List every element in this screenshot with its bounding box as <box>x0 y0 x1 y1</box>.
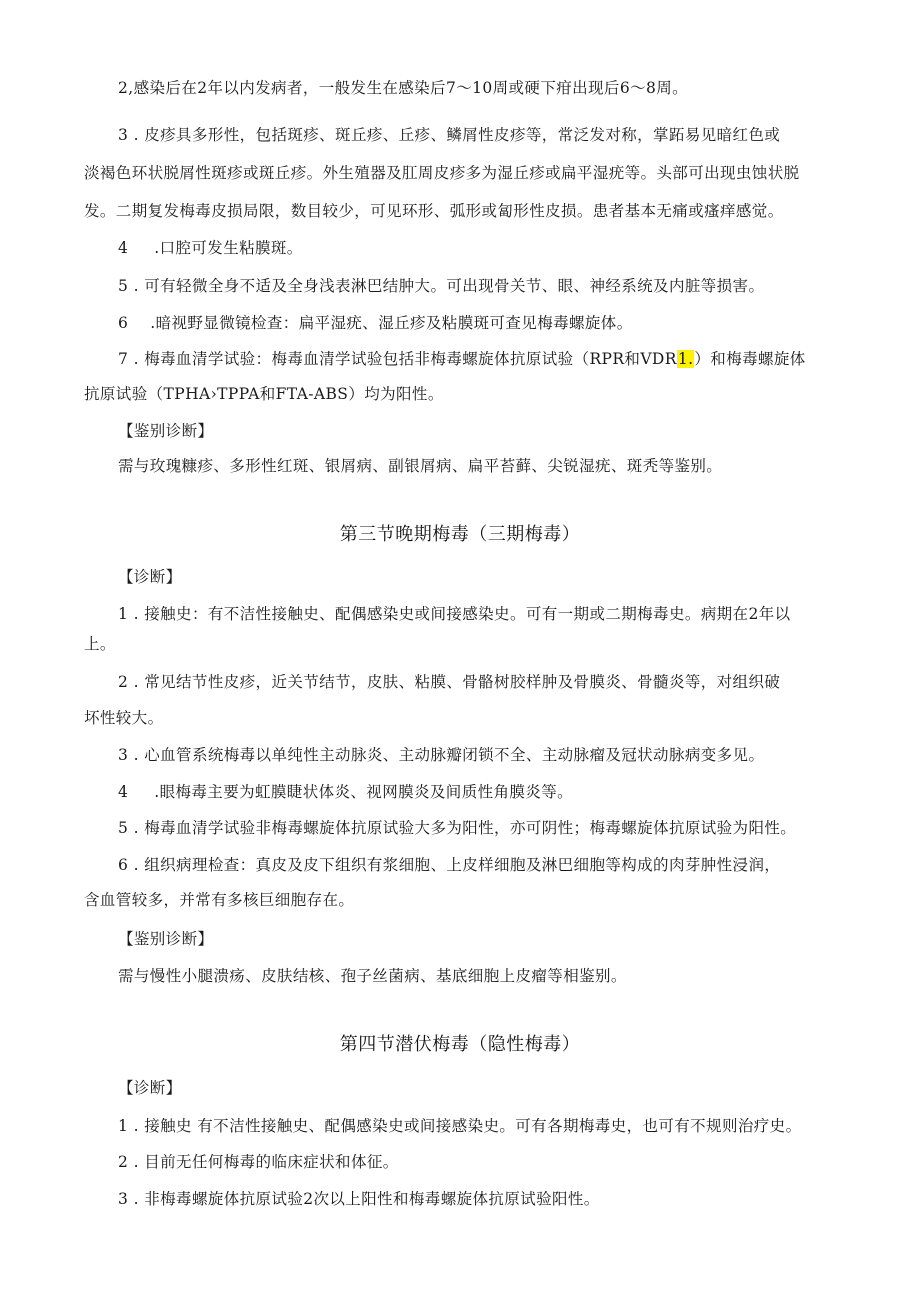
late-item-6-line1: 6 . 组织病理检查：真皮及皮下组织有浆细胞、上皮样细胞及淋巴细胞等构成的肉芽肿性浸润， <box>118 856 781 874</box>
sec-item-4 <box>118 238 303 258</box>
latent-item-1: 1 . 接触史 有不洁性接触史、配偶感染史或间接感染史。可有各期梅毒史，也可有不规则治疗史。 <box>118 1117 802 1135</box>
sec-item-7-post: ）和梅毒螺旋体 <box>694 350 806 368</box>
sec-item-3-line2: 淡褐色环状脱屑性斑疹或斑丘疹。外生殖器及肛周皮疹多为湿丘疹或扁平湿疣等。头部可出现虫蚀状脱 <box>84 164 800 182</box>
late-diag-label: 【诊断】 <box>118 568 182 586</box>
sec-item-4-number: 4 <box>118 239 129 257</box>
sec-item-2: 2,感染后在2年以内发病者，一般发生在感染后7～10周或硬下疳出现后6～8周。 <box>118 79 689 97</box>
highlighted-text: 1. <box>677 350 694 368</box>
sec-item-6 <box>118 313 633 333</box>
sec-item-4-text: .口腔可发生粘膜斑。 <box>154 239 303 257</box>
late-item-1-line2: 上。 <box>84 635 116 653</box>
sec-item-5: 5 . 可有轻微全身不适及全身浅表淋巴结肿大。可出现骨关节、眼、神经系统及内脏等损害。 <box>118 277 765 295</box>
sec-item-3-line3: 发。二期复发梅毒皮损局限，数目较少，可见环形、弧形或匐形性皮损。患者基本无痛或瘙痒感觉。 <box>84 202 784 220</box>
latent-item-2: 2 . 目前无任何梅毒的临床症状和体征。 <box>118 1153 399 1171</box>
late-diff-label: 【鉴别诊断】 <box>118 930 214 948</box>
sec-item-7-pre: 7 . 梅毒血清学试验：梅毒血清学试验包括非梅毒螺旋体抗原试验（RPR和VDR <box>118 350 677 368</box>
late-section-title: 第三节晚期梅毒（三期梅毒） <box>339 524 581 545</box>
sec-item-7-line2: 抗原试验（TPHA›TPPA和FTA-ABS）均为阳性。 <box>84 385 444 403</box>
late-item-4-number: 4 <box>118 783 129 801</box>
late-diff-text: 需与慢性小腿溃疡、皮肤结核、孢子丝菌病、基底细胞上皮瘤等相鉴别。 <box>118 967 627 985</box>
sec-item-6-number: 6 <box>118 314 129 332</box>
sec-item-6-text: .暗视野显微镜检查：扁平湿疣、湿丘疹及粘膜斑可查见梅毒螺旋体。 <box>150 314 633 332</box>
latent-section-title: 第四节潜伏梅毒（隐性梅毒） <box>339 1034 581 1055</box>
latent-diag-label: 【诊断】 <box>118 1079 182 1097</box>
sec-item-7-line1 <box>118 349 806 369</box>
late-item-2-line1: 2 . 常见结节性皮疹，近关节结节，皮肤、粘膜、骨骼树胶样肿及骨膜炎、骨髓炎等，对组织破 <box>118 673 781 691</box>
late-item-1-line1: 1 . 接触史：有不洁性接触史、配偶感染史或间接感染史。可有一期或二期梅毒史。病期在2年以 <box>118 605 791 623</box>
sec-diff-text: 需与玫瑰糠疹、多形性红斑、银屑病、副银屑病、扁平苔藓、尖锐湿疣、斑秃等鉴别。 <box>118 457 723 475</box>
late-item-6-line2: 含血管较多，并常有多核巨细胞存在。 <box>84 891 355 909</box>
sec-diff-label: 【鉴别诊断】 <box>118 422 214 440</box>
late-item-4 <box>118 782 573 802</box>
sec-item-3-line1: 3 . 皮疹具多形性，包括斑疹、斑丘疹、丘疹、鳞屑性皮疹等，常泛发对称，掌跖易见暗红色或 <box>118 126 781 144</box>
late-item-3: 3 . 心血管系统梅毒以单纯性主动脉炎、主动脉瓣闭锁不全、主动脉瘤及冠状动脉病变多见。 <box>118 746 765 764</box>
late-item-2-line2: 坏性较大。 <box>84 709 164 727</box>
latent-item-3: 3 . 非梅毒螺旋体抗原试验2次以上阳性和梅毒螺旋体抗原试验阳性。 <box>118 1190 600 1208</box>
late-item-4-text: .眼梅毒主要为虹膜睫状体炎、视网膜炎及间质性角膜炎等。 <box>154 783 573 801</box>
late-item-5: 5 . 梅毒血清学试验非梅毒螺旋体抗原试验大多为阳性，亦可阴性；梅毒螺旋体抗原试验为阳性。 <box>118 819 797 837</box>
